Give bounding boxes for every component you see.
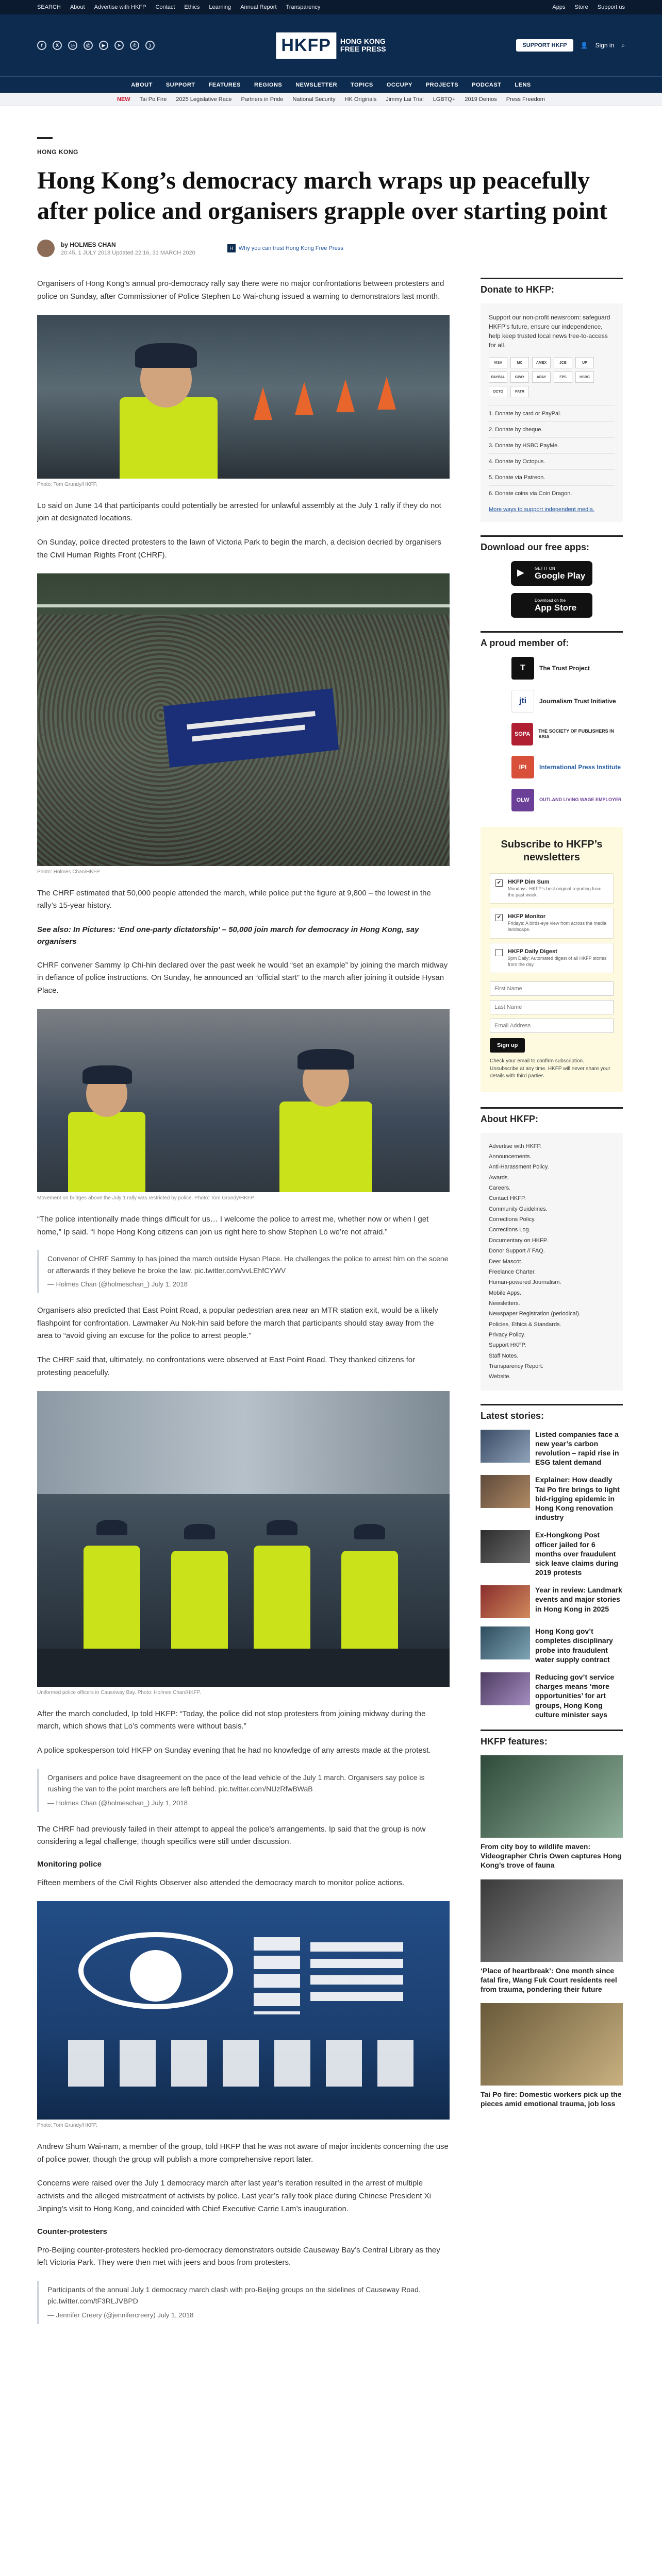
- traffic-cone: [377, 377, 396, 410]
- nav-item-regions[interactable]: REGIONS: [254, 81, 283, 88]
- nav-item-topics[interactable]: TOPICS: [351, 81, 373, 88]
- embedded-tweet: [37, 1250, 450, 1293]
- tweet-text: Participants of the annual July 1 democracy march clash with pro-Beijing groups on the sidelines of Causeway Road. pic.twitter.com/tF3RLJVBPD: [47, 2285, 421, 2306]
- youtube-icon[interactable]: ▶: [99, 41, 108, 50]
- newsletter-option-digest[interactable]: [490, 943, 614, 973]
- utility-apps-link[interactable]: Apps: [552, 4, 566, 10]
- police-vest: [84, 1546, 140, 1649]
- nav-item-features[interactable]: FEATURES: [208, 81, 241, 88]
- newsletter-option-monitor[interactable]: [490, 908, 614, 938]
- about-link[interactable]: Newsletters.: [489, 1300, 520, 1307]
- article-paragraph: Concerns were raised over the July 1 democracy march after last year’s iteration resulted in the arrest of multiple activists and the alleged mistreatment of activists by police. Last year’s rally took place during Chinese President Xi Jinping’s visit to Hong Kong, and coincided with Chief Executive Carrie Lam’s inauguration.: [37, 2179, 431, 2213]
- latest-story[interactable]: [481, 1530, 623, 1577]
- feature-story[interactable]: [481, 1755, 623, 1870]
- feature-story[interactable]: [481, 2003, 623, 2108]
- about-link[interactable]: Announcements.: [489, 1154, 532, 1160]
- story-thumbnail: [481, 1585, 530, 1618]
- store-sub: Download on the: [535, 598, 566, 603]
- support-hkfp-button[interactable]: SUPPORT HKFP: [516, 39, 573, 52]
- app-store-button[interactable]: [511, 593, 592, 618]
- about-link[interactable]: Contact HKFP.: [489, 1195, 526, 1202]
- sign-english-text: [310, 1942, 403, 2004]
- apps-title: Download our free apps:: [481, 535, 623, 553]
- google-pay-icon: GPAY: [510, 371, 529, 383]
- about-link[interactable]: Corrections Policy.: [489, 1216, 536, 1223]
- story-thumbnail: [481, 1672, 530, 1705]
- member-sopa[interactable]: [511, 723, 623, 745]
- site-header: [0, 14, 662, 76]
- trending-bar: [0, 93, 662, 106]
- embedded-tweet: [37, 2281, 450, 2324]
- octopus-icon: OCTO: [489, 386, 507, 397]
- story-title: Explainer: How deadly Tai Po fire brings to light bid-rigging epidemic in Hong Kong renovation industry: [535, 1476, 620, 1522]
- store-name: Google Play: [535, 570, 586, 581]
- article-body: [37, 278, 450, 2335]
- police-vest: [254, 1546, 310, 1649]
- last-name-field[interactable]: [490, 1000, 614, 1014]
- checkbox-checked-icon[interactable]: ✔: [495, 914, 503, 921]
- publish-meta: 20:45, 1 JULY 2018 Updated 22:16, 31 MARCH 2020: [61, 249, 195, 256]
- story-title: Hong Kong gov’t completes disciplinary probe into fraudulent water supply contract: [535, 1627, 613, 1664]
- google-play-icon: ▶: [517, 567, 524, 578]
- article-photo-civil-rights-observer: [37, 1901, 450, 2120]
- newsletter-option-dimsum[interactable]: [490, 873, 614, 904]
- donate-intro[interactable]: Support our non-profit newsroom: safeguard HKFP’s future, ensure our independence, help keep trusted local news free-to-access for all.: [489, 314, 610, 349]
- member-trust-project[interactable]: [511, 657, 623, 680]
- logo-line-2: FREE PRESS: [340, 45, 386, 53]
- newsletter-name: HKFP Dim Sum: [508, 879, 550, 886]
- newsletter-desc: Mondays: HKFP’s best original reporting from the past week.: [508, 886, 602, 897]
- first-name-field[interactable]: [490, 981, 614, 996]
- photo-caption: Photo: Tom Grundy/HKFP.: [37, 2122, 97, 2128]
- about-links: [481, 1133, 623, 1391]
- paragraph-text: Lo said on June 14 that participants could potentially be arrested for unlawful assembly at the July 1 rally if they do not join at designated locations.: [37, 501, 441, 523]
- nav-item-podcast[interactable]: PODCAST: [472, 81, 502, 88]
- user-icon[interactable]: 👤: [580, 42, 588, 49]
- tweet-text: Convenor of CHRF Sammy Ip has joined the march outside Hysan Place. He challenges the police to arrest him on the scene or afterwards if they believe he broke the law. pic.twitter.com/vvLEhfCYWV: [47, 1255, 449, 1275]
- nav-item-projects[interactable]: PROJECTS: [425, 81, 459, 88]
- story-thumbnail: [481, 1430, 530, 1463]
- nav-item-lens[interactable]: LENS: [515, 81, 531, 88]
- eye-pupil: [130, 1950, 181, 2002]
- article-paragraph: The CHRF had previously failed in their attempt to appeal the police’s arrangements. Ip said that the group is now considering a legal challenge, though specifics were still under discussion.: [37, 1824, 426, 1846]
- latest-story[interactable]: [481, 1475, 623, 1522]
- article-paragraph: Organisers of Hong Kong’s annual pro-democracy rally say there were no major confrontations between protesters and police on Sunday, after Commissioner of Police Stephen Lo Wai-chung issued a warning to demonstrators last month.: [37, 279, 444, 301]
- police-cap: [96, 1520, 127, 1535]
- member-ipi[interactable]: [511, 756, 623, 778]
- nav-item-occupy[interactable]: OCCUPY: [386, 81, 412, 88]
- about-link[interactable]: Transparency Report.: [489, 1363, 543, 1369]
- logo-line-1: HONG KONG: [340, 37, 386, 46]
- feature-thumbnail: [481, 1879, 623, 1962]
- utility-bar: [0, 0, 662, 14]
- payment-icons: [489, 357, 615, 397]
- fps-icon: FPS: [554, 371, 572, 383]
- newsletter-name: HKFP Daily Digest: [508, 948, 557, 955]
- ipi-logo: IPI: [511, 756, 534, 778]
- about-link[interactable]: Documentary on HKFP.: [489, 1237, 548, 1244]
- about-link[interactable]: Mobile Apps.: [489, 1290, 521, 1296]
- apple-icon: [517, 599, 529, 612]
- paypal-icon: PAYPAL: [489, 371, 507, 383]
- trending-item[interactable]: HK Originals: [344, 96, 377, 103]
- story-thumbnail: [481, 1626, 530, 1659]
- apple-pay-icon: APAY: [532, 371, 551, 383]
- store-name: App Store: [535, 602, 577, 613]
- logo-box: HKFP: [276, 32, 336, 59]
- instagram-icon[interactable]: ◎: [68, 41, 77, 50]
- feature-title: Tai Po fire: Domestic workers pick up the pieces amid emotional trauma, job loss: [481, 2090, 622, 2108]
- trending-item[interactable]: LGBTQ+: [433, 96, 456, 103]
- article-paragraph: Pro-Beijing counter-protesters heckled pro-democracy demonstrators outside Causeway Bay’s Central Library as they left Victoria Park. They were then met with jeers and boos from protesters.: [37, 2245, 440, 2267]
- utility-transparency-link[interactable]: Transparency: [286, 4, 321, 10]
- about-link[interactable]: Human-powered Journalism.: [489, 1279, 561, 1286]
- photo-caption: Photo: Holmes Chan/HKFP.: [37, 869, 101, 875]
- about-link[interactable]: Website.: [489, 1374, 511, 1380]
- article-photo-march: [37, 573, 450, 866]
- feature-title: ‘Place of heartbreak’: One month since fatal fire, Wang Fuk Court residents reel from trauma, pondering their future: [481, 1966, 617, 1993]
- feature-title: From city boy to wildlife maven: Videographer Chris Owen captures Hong Kong’s trove of fauna: [481, 1842, 622, 1870]
- newsletter-title: Subscribe to HKFP’s newsletters: [501, 839, 603, 863]
- member-name: THE SOCIETY OF PUBLISHERS IN ASIA: [538, 728, 615, 740]
- story-thumbnail: [481, 1530, 530, 1563]
- article-paragraph: On Sunday, police directed protesters to the lawn of Victoria Park to begin the march, a decision decried by organisers the Civil Human Rights Front (CHRF).: [37, 538, 442, 560]
- about-link[interactable]: Support HKFP.: [489, 1342, 526, 1349]
- article-photo-bridge-police: [37, 1009, 450, 1192]
- trust-link-label: Why you can trust Hong Kong Free Press: [238, 245, 343, 252]
- trending-item[interactable]: Press Freedom: [506, 96, 545, 103]
- sign-chinese-text: [254, 1937, 300, 2014]
- member-jti[interactable]: [511, 690, 623, 713]
- visa-icon: VISA: [489, 357, 507, 368]
- story-title: Reducing gov’t service charges means ‘more opportunities’ for art groups, Hong Kong culture minister says: [535, 1673, 615, 1719]
- article-paragraph: After the march concluded, Ip told HKFP: “Today, the police did not stop protesters from joining midway during the march, which shows that Lo’s comments were without basis.”: [37, 1709, 426, 1731]
- utility-about-link[interactable]: About: [70, 4, 85, 10]
- nav-item-support[interactable]: SUPPORT: [166, 81, 195, 88]
- hkfp-badge-icon: H: [227, 244, 236, 252]
- feature-thumbnail: [481, 1755, 623, 1838]
- author-avatar[interactable]: [37, 240, 55, 257]
- checkbox-checked-icon[interactable]: ✔: [495, 879, 503, 887]
- photo-caption: Movement on bridges above the July 1 rally was restricted by police. Photo: Tom Grundy/HKFP.: [37, 1195, 255, 1201]
- page-layout: [0, 257, 662, 2335]
- about-title: About HKFP:: [481, 1107, 623, 1125]
- about-link[interactable]: Awards.: [489, 1174, 509, 1181]
- search-icon[interactable]: ⌕: [621, 41, 625, 49]
- byline: [37, 240, 625, 257]
- utility-learning-link[interactable]: Learning: [209, 4, 231, 10]
- utility-advertise-link[interactable]: Advertise with HKFP: [94, 4, 146, 10]
- jti-logo: jti: [511, 690, 534, 713]
- article-paragraph: Fifteen members of the Civil Rights Observer also attended the democracy march to monitor police actions.: [37, 1878, 404, 1887]
- donate-option[interactable]: 5. Donate via Patreon.: [489, 469, 615, 485]
- latest-story[interactable]: [481, 1626, 623, 1664]
- police-cap: [354, 1524, 385, 1539]
- trending-item[interactable]: National Security: [292, 96, 336, 103]
- sign-lower-text: [68, 2040, 419, 2087]
- newsletter-desc: 9pm Daily: Automated digest of all HKFP stories from the day.: [508, 955, 607, 967]
- trending-item[interactable]: 2019 Demos: [465, 96, 497, 103]
- traffic-cone: [254, 387, 272, 420]
- traffic-cone: [336, 379, 355, 412]
- section-subheading: Monitoring police: [37, 1860, 102, 1869]
- member-living-wage[interactable]: [511, 789, 623, 811]
- x-icon[interactable]: X: [53, 41, 62, 50]
- threads-icon[interactable]: @: [84, 41, 93, 50]
- telegram-icon[interactable]: ➤: [114, 41, 124, 50]
- police-vest: [120, 397, 218, 479]
- about-link[interactable]: Careers.: [489, 1185, 511, 1192]
- email-field[interactable]: [490, 1019, 614, 1033]
- patreon-icon: PATR: [510, 386, 529, 397]
- police-vest: [341, 1551, 398, 1649]
- trending-label: NEW: [117, 96, 130, 103]
- donate-box: [481, 303, 623, 522]
- hsbc-icon: HSBC: [575, 371, 594, 383]
- sopa-logo: SOPA: [511, 723, 533, 745]
- tweet-author[interactable]: — Holmes Chan (@holmeschan_) July 1, 2018: [47, 1280, 188, 1289]
- site-logo[interactable]: [276, 32, 386, 59]
- police-vest: [279, 1101, 372, 1192]
- story-thumbnail: [481, 1475, 530, 1508]
- police-cap: [297, 1049, 354, 1070]
- about-link[interactable]: Staff Notes.: [489, 1352, 519, 1359]
- newsletter-desc: Fridays: A birds-eye view from across the media landscape.: [508, 921, 607, 933]
- see-also-link[interactable]: See also: In Pictures: ‘End one-party dictatorship’ – 50,000 join march for democracy in Hong Kong, say organisers: [37, 925, 419, 946]
- newsletter-name: HKFP Monitor: [508, 913, 546, 920]
- police-cap: [82, 1065, 132, 1084]
- about-link[interactable]: Freelance Charter.: [489, 1268, 536, 1275]
- donate-option[interactable]: 4. Donate by Octopus.: [489, 453, 615, 469]
- article-paragraph: Organisers also predicted that East Point Road, a popular pedestrian area near an MTR station exit, would be a likely flashpoint for confrontation. Lawmaker Au Nok-hin said before the march that participants should stay away from the area to “avoid giving an excuse for the police to arrest people.”: [37, 1306, 438, 1341]
- utility-store-link[interactable]: Store: [574, 4, 588, 10]
- tweet-author[interactable]: — Jennifer Creery (@jennifercreery) July 1, 2018: [47, 2311, 194, 2319]
- article-photo-police: [37, 315, 450, 479]
- section-subheading: Counter-protesters: [37, 2227, 107, 2236]
- signup-button[interactable]: Sign up: [490, 1038, 525, 1053]
- article-paragraph: The CHRF estimated that 50,000 people attended the march, while police put the figure at 9,800 – the lowest in the rally’s 15-year history.: [37, 888, 431, 910]
- article-category[interactable]: HONG KONG: [37, 148, 78, 156]
- logo-text: [340, 38, 386, 53]
- signin-link[interactable]: Sign in: [595, 42, 615, 49]
- trending-item[interactable]: Jimmy Lai Trial: [386, 96, 424, 103]
- article-paragraph: CHRF convener Sammy Ip Chi-hin declared over the past week he would “set an example” by joining the march midway in defiance of police instructions. On Sunday, he announced an “official start” to the march after joining it outside Hysan Place.: [37, 960, 448, 995]
- unionpay-icon: UP: [575, 357, 594, 368]
- article-photo-uniformed-police: [37, 1391, 450, 1687]
- article-paragraph: “The police intentionally made things difficult for us… I welcome the police to arrest me, whether now or when I get home,” Ip said. “I hope Hong Kong citizens can join us right here to show Stephen Lo we’re not afraid.”: [37, 1214, 429, 1236]
- police-cap: [267, 1520, 297, 1535]
- traffic-cone: [295, 382, 313, 415]
- member-name: The Trust Project: [539, 664, 590, 672]
- latest-story[interactable]: [481, 1430, 623, 1467]
- article-header: [0, 106, 662, 257]
- features-title: HKFP features:: [481, 1730, 623, 1747]
- donate-more-link[interactable]: More ways to support independent media.: [489, 506, 594, 513]
- nav-item-newsletter[interactable]: NEWSLETTER: [295, 81, 338, 88]
- social-icons: [37, 41, 155, 50]
- about-link[interactable]: Anti-Harassment Policy.: [489, 1164, 549, 1171]
- tweet-author[interactable]: — Holmes Chan (@holmeschan_) July 1, 2018: [47, 1799, 188, 1807]
- photo-caption: Uniformed police officers in Causeway Bay. Photo: Holmes Chan/HKFP.: [37, 1689, 201, 1696]
- utility-links-right: [552, 4, 625, 10]
- member-title: A proud member of:: [481, 631, 623, 649]
- story-title: Listed companies face a new year’s carbon revolution – rapid rise in ESG talent demand: [535, 1430, 619, 1467]
- donate-option[interactable]: 2. Donate by cheque.: [489, 421, 615, 437]
- about-link[interactable]: Community Guidelines.: [489, 1206, 548, 1212]
- latest-story[interactable]: [481, 1585, 623, 1618]
- article-headline: Hong Kong’s democracy march wraps up peacefully after police and organisers grapple over starting point: [37, 167, 608, 225]
- trending-item[interactable]: 2025 Legislative Race: [176, 96, 232, 103]
- header-actions: [516, 39, 625, 52]
- checkbox-icon[interactable]: [495, 949, 503, 956]
- police-vest: [68, 1112, 145, 1192]
- police-cap: [135, 343, 197, 368]
- byline-text: [61, 241, 195, 256]
- article-paragraph: A police spokesperson told HKFP on Sunday evening that he had no knowledge of any arrests made at the protest.: [37, 1746, 431, 1755]
- embedded-tweet: [37, 1769, 450, 1812]
- utility-ethics-link[interactable]: Ethics: [184, 4, 200, 10]
- member-name: Journalism Trust Initiative: [539, 697, 616, 705]
- building-backdrop: [37, 1391, 450, 1494]
- donate-option[interactable]: 1. Donate by card or PayPal.: [489, 405, 615, 421]
- about-link[interactable]: Donor Support // FAQ.: [489, 1248, 545, 1255]
- google-play-button[interactable]: [511, 561, 592, 586]
- police-vest: [171, 1551, 228, 1649]
- donate-option[interactable]: 6. Donate coins via Coin Dragon.: [489, 485, 615, 501]
- trending-item[interactable]: Tai Po Fire: [139, 96, 167, 103]
- utility-search-link[interactable]: SEARCH: [37, 4, 61, 10]
- utility-contact-link[interactable]: Contact: [155, 4, 175, 10]
- newsletter-box: [481, 827, 623, 1092]
- nav-item-about[interactable]: ABOUT: [131, 81, 153, 88]
- latest-title: Latest stories:: [481, 1404, 623, 1421]
- whatsapp-icon[interactable]: ✆: [130, 41, 139, 50]
- category-rule: [37, 137, 53, 139]
- utility-links-left: [37, 4, 320, 10]
- about-link[interactable]: Deer Mascot.: [489, 1258, 523, 1265]
- about-link[interactable]: Privacy Policy.: [489, 1331, 525, 1338]
- author-name[interactable]: by HOLMES CHAN: [61, 241, 116, 248]
- story-title: Year in review: Landmark events and major stories in Hong Kong in 2025: [535, 1586, 622, 1613]
- rss-icon[interactable]: ): [145, 41, 155, 50]
- amex-icon: AMEX: [532, 357, 551, 368]
- article-paragraph: Andrew Shum Wai-nam, a member of the group, told HKFP that he was not aware of major incidents concerning the use of police power, though the group will publish a more comprehensive report later.: [37, 2142, 449, 2164]
- donate-title: Donate to HKFP:: [481, 278, 623, 295]
- tweet-text: Organisers and police have disagreement on the pace of the lead vehicle of the July 1 march. Organisers say police is rushing the van to the point marchers are left behind. pic.twitter.com/NUzRfwBWaB: [47, 1773, 425, 1793]
- about-link[interactable]: Newspaper Registration (periodical).: [489, 1311, 581, 1317]
- living-wage-logo: OLW: [511, 789, 534, 811]
- latest-story[interactable]: [481, 1672, 623, 1719]
- main-nav: [0, 76, 662, 93]
- donate-option[interactable]: 3. Donate by HSBC PayMe.: [489, 437, 615, 453]
- utility-annual-report-link[interactable]: Annual Report: [240, 4, 277, 10]
- sidebar: [481, 278, 623, 2335]
- photo-caption: Photo: Tom Grundy/HKFP.: [37, 481, 97, 487]
- feature-story[interactable]: [481, 1879, 623, 1994]
- trust-link[interactable]: [227, 244, 343, 252]
- mastercard-icon: MC: [510, 357, 529, 368]
- article-paragraph: [37, 500, 450, 526]
- article-paragraph: The CHRF said that, ultimately, no confrontations were observed at East Point Road. They thanked citizens for protesting peacefully.: [37, 1355, 416, 1377]
- tram-line: [37, 604, 450, 607]
- feature-thumbnail: [481, 2003, 623, 2086]
- street-ground: [37, 1649, 450, 1687]
- newsletter-footnote: Check your email to confirm subscription. Unsubscribe at any time. HKFP will never share your details with third parties.: [490, 1058, 610, 1079]
- jcb-icon: JCB: [554, 357, 572, 368]
- police-cap: [184, 1524, 215, 1539]
- store-sub: GET IT ON: [535, 566, 555, 571]
- facebook-icon[interactable]: f: [37, 41, 46, 50]
- about-link[interactable]: Advertise with HKFP.: [489, 1143, 542, 1149]
- utility-support-link[interactable]: Support us: [597, 4, 625, 10]
- member-name: OUTLAND LIVING WAGE EMPLOYER: [539, 797, 622, 803]
- story-title: Ex-Hongkong Post officer jailed for 6 months over fraudulent sick leave claims during 2019 protests: [535, 1531, 619, 1577]
- trending-item[interactable]: Partners in Pride: [241, 96, 284, 103]
- about-link[interactable]: Policies, Ethics & Standards.: [489, 1321, 561, 1328]
- about-link[interactable]: Corrections Log.: [489, 1227, 531, 1233]
- trust-project-logo: T: [511, 657, 534, 680]
- member-name: International Press Institute: [539, 763, 621, 771]
